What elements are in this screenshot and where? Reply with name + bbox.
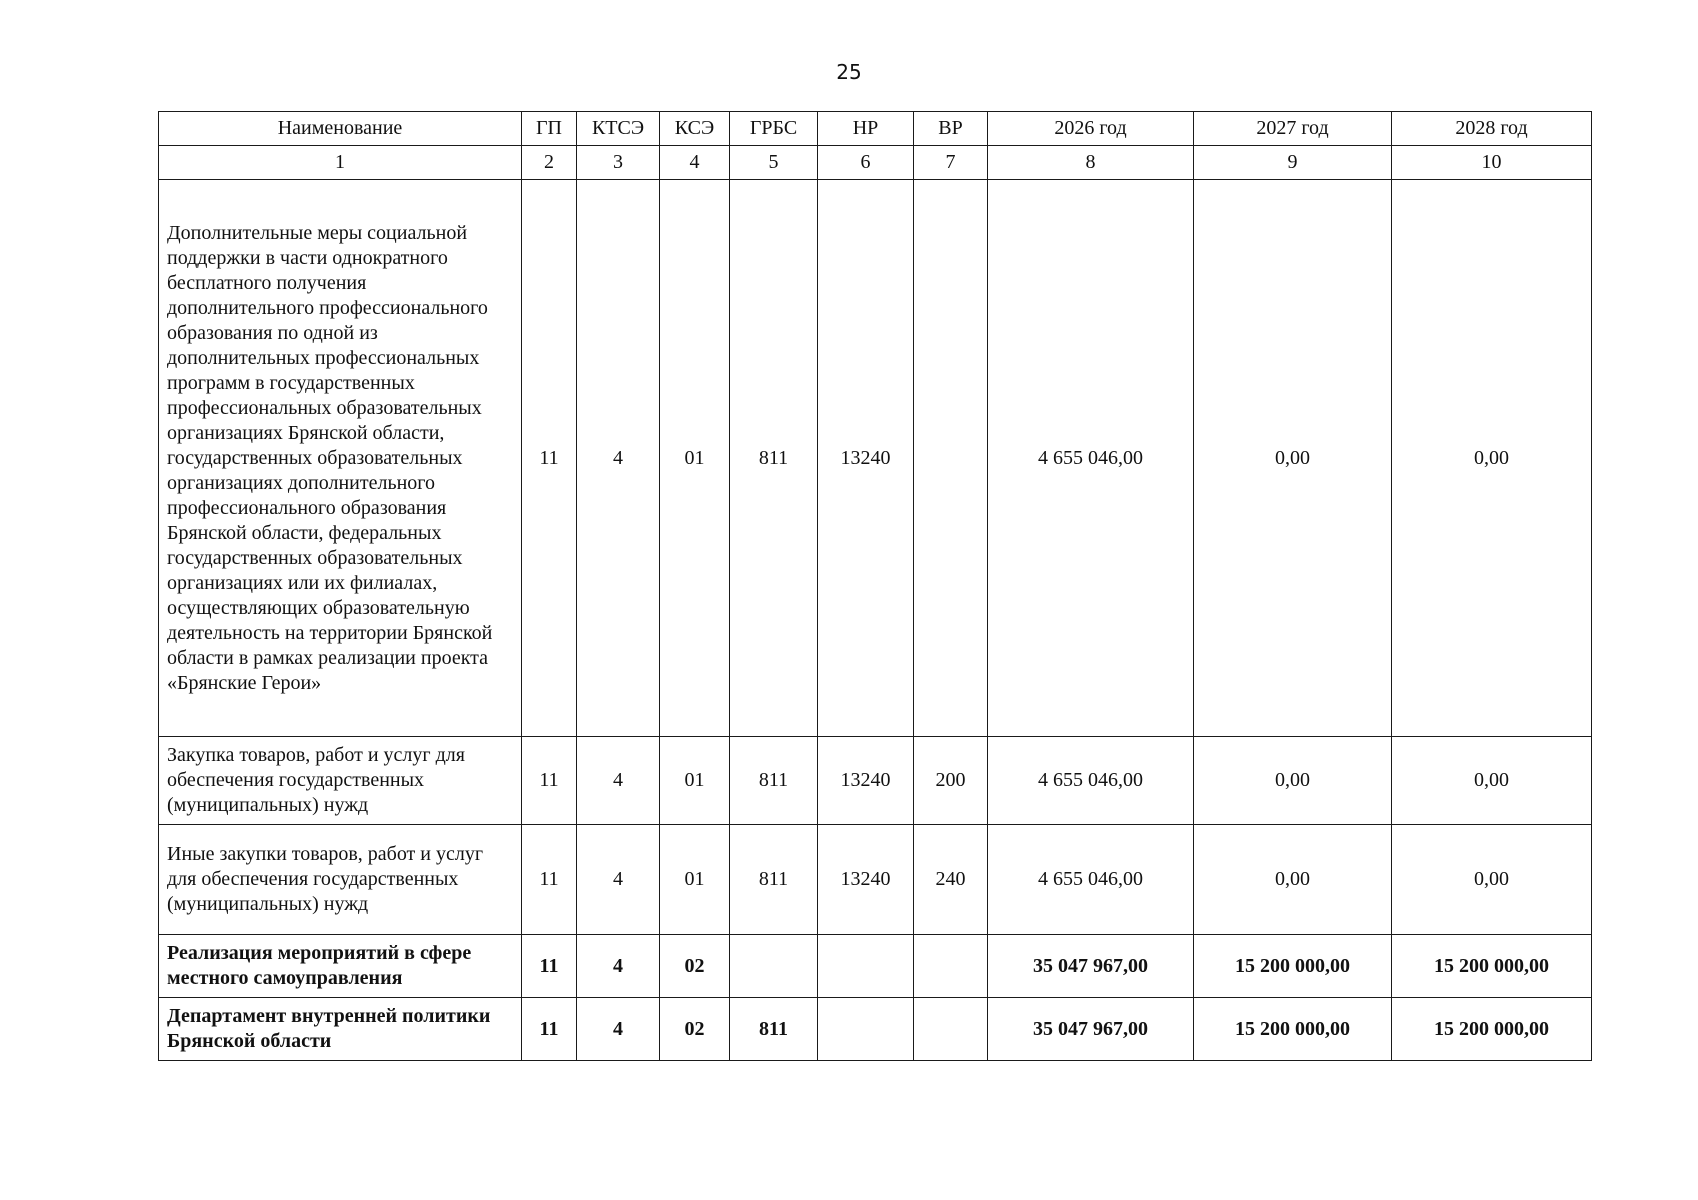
row-name: Дополнительные меры социальной поддержки в части однократного бесплатного получения дополнительного профессионального образования по одной из дополнительных профессиональных программ в государственных профессиональных образовательных организациях Брянской области, государственных образовательных организациях дополнительного профессионального образования Брянской области, федеральных государственных образовательных организациях или их филиалах, осуществляющих образовательную деятельность на территории Брянской области в рамках реализации проекта «Брянские Герои» bbox=[159, 180, 522, 737]
cell-2027: 15 200 000,00 bbox=[1194, 998, 1392, 1061]
header-row bbox=[159, 112, 1592, 146]
cell-grbs: 811 bbox=[730, 998, 818, 1061]
cell-2026: 4 655 046,00 bbox=[988, 825, 1194, 935]
cell-2028: 0,00 bbox=[1392, 825, 1592, 935]
cell-nr bbox=[818, 935, 914, 998]
row-name: Реализация мероприятий в сфере местного самоуправления bbox=[159, 935, 522, 998]
cell-nr: 13240 bbox=[818, 825, 914, 935]
cell-2027: 0,00 bbox=[1194, 825, 1392, 935]
cell-grbs bbox=[730, 935, 818, 998]
cell-grbs: 811 bbox=[730, 737, 818, 825]
header-nr: НР bbox=[818, 112, 914, 146]
column-number: 9 bbox=[1194, 146, 1392, 180]
cell-2026: 4 655 046,00 bbox=[988, 737, 1194, 825]
column-number: 2 bbox=[522, 146, 577, 180]
table-row bbox=[159, 825, 1592, 935]
cell-2028: 0,00 bbox=[1392, 180, 1592, 737]
cell-2026: 35 047 967,00 bbox=[988, 935, 1194, 998]
header-ktse: КТСЭ bbox=[577, 112, 660, 146]
row-name: Иные закупки товаров, работ и услуг для обеспечения государственных (муниципальных) нужд bbox=[159, 825, 522, 935]
cell-2028: 15 200 000,00 bbox=[1392, 998, 1592, 1061]
header-vr: ВР bbox=[914, 112, 988, 146]
header-2027: 2027 год bbox=[1194, 112, 1392, 146]
header-2026: 2026 год bbox=[988, 112, 1194, 146]
table-row bbox=[159, 737, 1592, 825]
cell-ktse: 4 bbox=[577, 825, 660, 935]
cell-gp: 11 bbox=[522, 935, 577, 998]
cell-kse: 02 bbox=[660, 935, 730, 998]
cell-ktse: 4 bbox=[577, 737, 660, 825]
cell-gp: 11 bbox=[522, 180, 577, 737]
table-row bbox=[159, 935, 1592, 998]
cell-kse: 01 bbox=[660, 180, 730, 737]
cell-2026: 35 047 967,00 bbox=[988, 998, 1194, 1061]
row-name: Департамент внутренней политики Брянской области bbox=[159, 998, 522, 1061]
cell-2026: 4 655 046,00 bbox=[988, 180, 1194, 737]
cell-ktse: 4 bbox=[577, 180, 660, 737]
column-number: 3 bbox=[577, 146, 660, 180]
page-number: 25 bbox=[836, 60, 862, 84]
cell-ktse: 4 bbox=[577, 935, 660, 998]
cell-2027: 15 200 000,00 bbox=[1194, 935, 1392, 998]
column-number: 5 bbox=[730, 146, 818, 180]
cell-2027: 0,00 bbox=[1194, 180, 1392, 737]
table-row bbox=[159, 180, 1592, 737]
cell-grbs: 811 bbox=[730, 180, 818, 737]
cell-2028: 0,00 bbox=[1392, 737, 1592, 825]
column-number: 6 bbox=[818, 146, 914, 180]
cell-gp: 11 bbox=[522, 998, 577, 1061]
cell-nr: 13240 bbox=[818, 737, 914, 825]
header-name: Наименование bbox=[159, 112, 522, 146]
cell-vr: 240 bbox=[914, 825, 988, 935]
cell-grbs: 811 bbox=[730, 825, 818, 935]
column-number-row bbox=[159, 146, 1592, 180]
cell-kse: 01 bbox=[660, 825, 730, 935]
header-grbs: ГРБС bbox=[730, 112, 818, 146]
cell-vr bbox=[914, 998, 988, 1061]
column-number: 1 bbox=[159, 146, 522, 180]
column-number: 7 bbox=[914, 146, 988, 180]
budget-table bbox=[158, 111, 1592, 1061]
cell-nr: 13240 bbox=[818, 180, 914, 737]
column-number: 8 bbox=[988, 146, 1194, 180]
cell-vr bbox=[914, 180, 988, 737]
row-name: Закупка товаров, работ и услуг для обеспечения государственных (муниципальных) нужд bbox=[159, 737, 522, 825]
cell-2027: 0,00 bbox=[1194, 737, 1392, 825]
cell-vr bbox=[914, 935, 988, 998]
header-2028: 2028 год bbox=[1392, 112, 1592, 146]
header-kse: КСЭ bbox=[660, 112, 730, 146]
table-row bbox=[159, 998, 1592, 1061]
cell-ktse: 4 bbox=[577, 998, 660, 1061]
cell-kse: 02 bbox=[660, 998, 730, 1061]
cell-2028: 15 200 000,00 bbox=[1392, 935, 1592, 998]
cell-vr: 200 bbox=[914, 737, 988, 825]
cell-gp: 11 bbox=[522, 825, 577, 935]
column-number: 10 bbox=[1392, 146, 1592, 180]
cell-gp: 11 bbox=[522, 737, 577, 825]
column-number: 4 bbox=[660, 146, 730, 180]
header-gp: ГП bbox=[522, 112, 577, 146]
cell-nr bbox=[818, 998, 914, 1061]
cell-kse: 01 bbox=[660, 737, 730, 825]
